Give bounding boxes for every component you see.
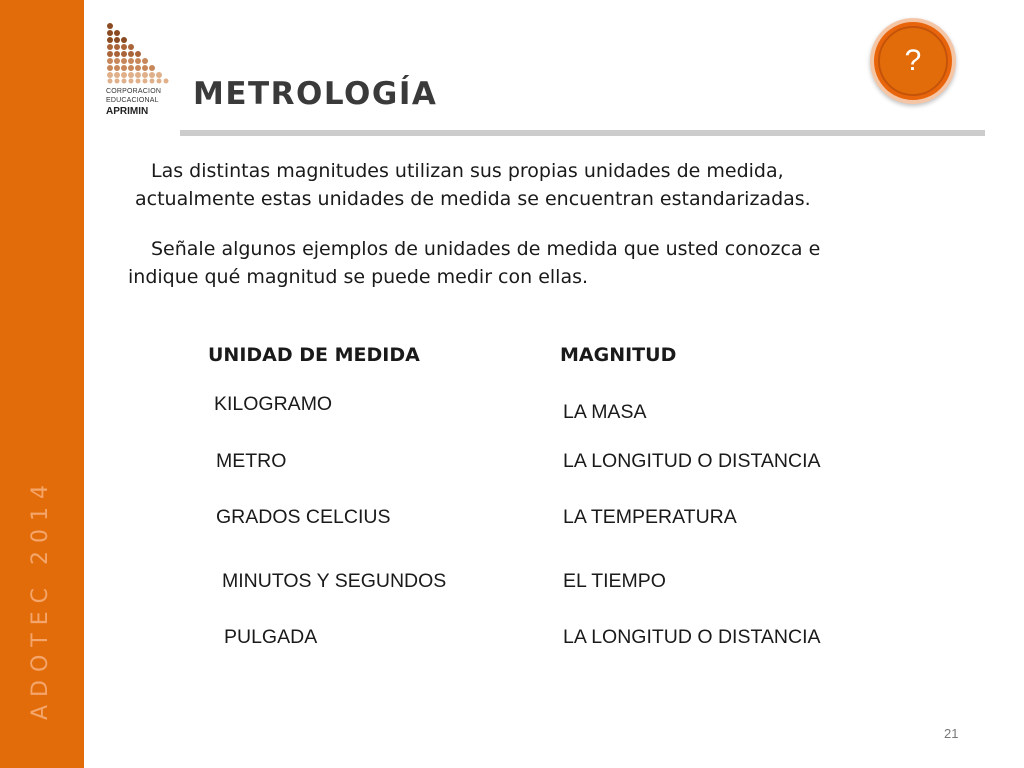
header-unit: UNIDAD DE MEDIDA (208, 344, 420, 366)
unit-cell: PULGADA (224, 626, 318, 648)
paragraph-1-line-2: actualmente estas unidades de medida se encuentran estandarizadas. (135, 188, 811, 210)
header-magnitude: MAGNITUD (560, 344, 677, 366)
page-number: 21 (944, 726, 959, 741)
sidebar-bar (0, 0, 84, 768)
magnitude-cell: LA TEMPERATURA (563, 506, 737, 528)
unit-cell: METRO (216, 450, 287, 472)
title-divider (180, 130, 985, 136)
magnitude-cell: LA LONGITUD O DISTANCIA (563, 626, 821, 648)
logo-line-2: EDUCACIONAL (106, 97, 159, 104)
paragraph-2-line-2: indique qué magnitud se puede medir con ellas. (128, 266, 589, 288)
paragraph-2-line-1: Señale algunos ejemplos de unidades de medida que usted conozca e (151, 238, 821, 260)
unit-cell: KILOGRAMO (214, 393, 333, 415)
question-mark-icon: ? (878, 26, 948, 96)
page-title: METROLOGÍA (193, 76, 438, 112)
unit-cell: MINUTOS Y SEGUNDOS (222, 570, 447, 592)
unit-cell: GRADOS CELCIUS (216, 506, 391, 528)
logo-line-1: CORPORACION (106, 88, 162, 95)
magnitude-cell: LA LONGITUD O DISTANCIA (563, 450, 821, 472)
sidebar-vertical-text: ADOTEC 2014 (28, 477, 53, 720)
paragraph-1-line-1: Las distintas magnitudes utilizan sus propias unidades de medida, (151, 160, 784, 182)
aprimin-logo (106, 22, 176, 120)
help-button[interactable] (870, 18, 956, 104)
magnitude-cell: LA MASA (563, 401, 647, 423)
logo-dots-icon (106, 22, 170, 84)
magnitude-cell: EL TIEMPO (563, 570, 666, 592)
logo-line-3: APRIMIN (106, 106, 149, 117)
